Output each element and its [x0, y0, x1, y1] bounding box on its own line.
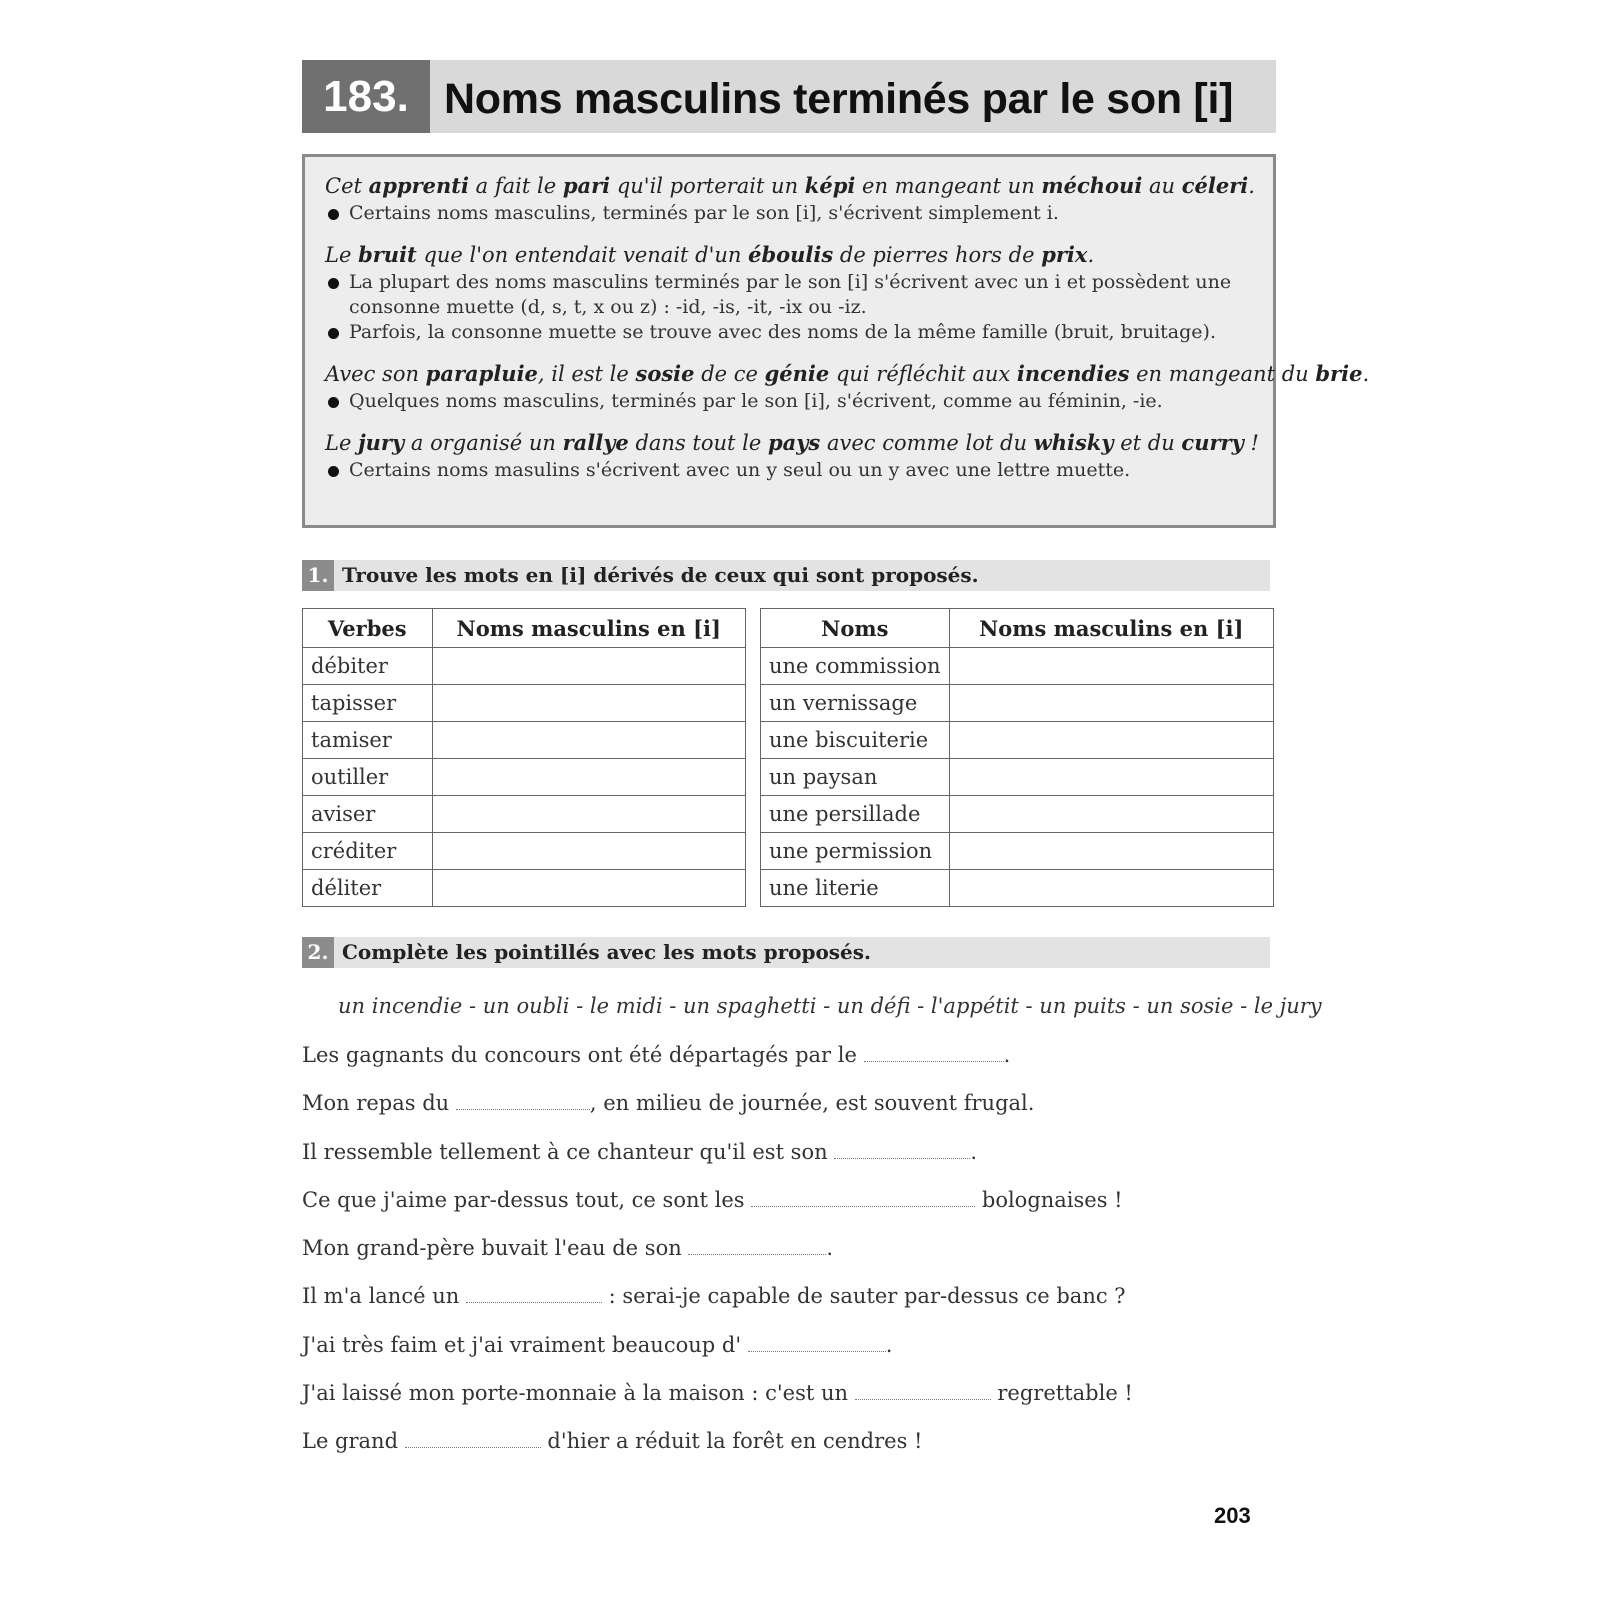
answer-cell[interactable]: [949, 796, 1273, 833]
page-number: 203: [1214, 1503, 1251, 1528]
answer-cell[interactable]: [949, 759, 1273, 796]
table-row: [761, 833, 1274, 870]
table-row: [761, 648, 1274, 685]
sentence-end: d'hier a réduit la forêt en cendres !: [540, 1429, 923, 1453]
example-text: a fait le: [468, 174, 563, 198]
sentence-end: .: [1003, 1043, 1011, 1067]
sentence-start: Mon grand-père buvait l'eau de son: [302, 1236, 689, 1260]
table-row: [303, 833, 746, 870]
rule-example: [325, 359, 1370, 389]
answer-cell[interactable]: [949, 833, 1273, 870]
sentence-end: : serai-je capable de sauter par-dessus ce banc ?: [601, 1284, 1126, 1308]
example-text: que l'on entendait venait d'un: [416, 243, 749, 267]
source-word-cell: un vernissage: [761, 685, 950, 722]
lesson-title-bar: [302, 60, 1276, 133]
example-keyword: génie: [764, 361, 830, 386]
table-header: Noms masculins en [i]: [949, 609, 1273, 648]
source-word-cell: déliter: [303, 870, 433, 907]
answer-cell[interactable]: [949, 722, 1273, 759]
sentence-start: Ce que j'aime par-dessus tout, ce sont les: [302, 1188, 752, 1212]
fill-in-sentence: [302, 1185, 1123, 1215]
lesson-title: Noms masculins terminés par le son [i]: [444, 75, 1234, 123]
example-text: dans tout le: [628, 431, 768, 455]
example-text: Le: [325, 431, 359, 455]
example-text: a organisé un: [404, 431, 563, 455]
source-word-cell: tapisser: [303, 685, 433, 722]
example-text: !: [1243, 431, 1259, 455]
answer-cell[interactable]: [432, 722, 745, 759]
sentence-end: .: [885, 1333, 893, 1357]
example-keyword: méchoui: [1041, 173, 1143, 198]
answer-cell[interactable]: [949, 870, 1273, 907]
example-text: .: [1087, 243, 1095, 267]
answer-cell[interactable]: [432, 833, 745, 870]
fill-in-sentence: [302, 1281, 1126, 1311]
table-row: [303, 722, 746, 759]
source-word-cell: débiter: [303, 648, 433, 685]
rule-bullet: Quelques noms masculins, terminés par le son [i], s'écrivent, comme au féminin, -ie.: [325, 389, 1250, 414]
answer-cell[interactable]: [949, 685, 1273, 722]
example-text: .: [1362, 362, 1370, 386]
example-keyword: rallye: [562, 430, 629, 455]
example-text: de ce: [694, 362, 765, 386]
verbs-table: [302, 608, 746, 907]
blank-field[interactable]: [864, 1045, 1004, 1062]
table-header: Noms masculins en [i]: [432, 609, 745, 648]
answer-cell[interactable]: [432, 759, 745, 796]
example-text: Le: [325, 243, 359, 267]
rule-example: [325, 240, 1250, 270]
sentence-start: Mon repas du: [302, 1091, 456, 1115]
table-header: Verbes: [303, 609, 433, 648]
example-keyword: parapluie: [425, 361, 538, 386]
sentence-end: .: [970, 1140, 977, 1164]
table-row: [303, 870, 746, 907]
blank-field[interactable]: [405, 1431, 541, 1448]
source-word-cell: une biscuiterie: [761, 722, 950, 759]
table-row: [761, 685, 1274, 722]
example-text: , il est le: [537, 362, 636, 386]
source-word-cell: un paysan: [761, 759, 950, 796]
exercise-1-instruction: Trouve les mots en [i] dérivés de ceux qui sont proposés.: [342, 563, 979, 587]
sentence-start: J'ai très faim et j'ai vraiment beaucoup d': [302, 1333, 748, 1357]
blank-field[interactable]: [855, 1383, 991, 1400]
example-keyword: bruit: [358, 242, 417, 267]
fill-in-sentence: [302, 1137, 977, 1167]
blank-field[interactable]: [688, 1238, 826, 1255]
answer-cell[interactable]: [432, 870, 745, 907]
rule-bullet: La plupart des noms masculins terminés par le son [i] s'écrivent avec un i et possèdent une consonne muette (d, s, t, x ou z) : -id, -is, -it, -ix ou -iz.: [325, 270, 1250, 320]
table-row: [761, 796, 1274, 833]
example-text: et du: [1113, 431, 1182, 455]
lesson-number: 183.: [302, 60, 430, 133]
example-text: avec comme lot du: [820, 431, 1034, 455]
example-text: Avec son: [325, 362, 426, 386]
fill-in-sentence: [302, 1378, 1133, 1408]
source-word-cell: créditer: [303, 833, 433, 870]
word-list: un incendie - un oubli - le midi - un spaghetti - un défi - l'appétit - un puits - un sosie - le jury: [338, 994, 1322, 1018]
example-keyword: jury: [358, 430, 405, 455]
sentence-start: Les gagnants du concours ont été départagés par le: [302, 1043, 864, 1067]
table-row: [303, 759, 746, 796]
answer-cell[interactable]: [949, 648, 1273, 685]
answer-cell[interactable]: [432, 685, 745, 722]
example-keyword: éboulis: [748, 242, 834, 267]
table-row: [761, 722, 1274, 759]
table-row: [303, 685, 746, 722]
fill-in-sentence: [302, 1088, 1034, 1118]
sentence-start: Il ressemble tellement à ce chanteur qu'il est son: [302, 1140, 835, 1164]
rule-bullet: Parfois, la consonne muette se trouve avec des noms de la même famille (bruit, bruitage).: [325, 320, 1250, 345]
exercise-2-header: [302, 937, 1270, 968]
sentence-end: .: [826, 1236, 834, 1260]
fill-in-sentence: [302, 1330, 892, 1360]
source-word-cell: outiller: [303, 759, 433, 796]
blank-field[interactable]: [751, 1190, 975, 1207]
example-keyword: céleri: [1181, 173, 1249, 198]
sentence-start: J'ai laissé mon porte-monnaie à la maison : c'est un: [302, 1381, 855, 1405]
example-text: Cet: [325, 174, 369, 198]
exercise-1-header: [302, 560, 1270, 591]
source-word-cell: une permission: [761, 833, 950, 870]
exercise-2-instruction: Complète les pointillés avec les mots proposés.: [342, 940, 871, 964]
example-text: en mangeant du: [1129, 362, 1316, 386]
source-word-cell: une commission: [761, 648, 950, 685]
fill-in-sentence: [302, 1040, 1010, 1070]
rules-content: [325, 171, 1370, 483]
rules-box: [302, 154, 1370, 528]
example-text: de pierres hors de: [833, 243, 1042, 267]
sentence-start: Il m'a lancé un: [302, 1284, 466, 1308]
table-row: [761, 759, 1274, 796]
source-word-cell: tamiser: [303, 722, 433, 759]
example-keyword: sosie: [635, 361, 695, 386]
source-word-cell: aviser: [303, 796, 433, 833]
example-keyword: képi: [804, 173, 856, 198]
table-row: [303, 648, 746, 685]
sentence-end: , en milieu de journée, est souvent frugal.: [589, 1091, 1035, 1115]
example-text: au: [1142, 174, 1182, 198]
rule-bullet: Certains noms masculins, terminés par le son [i], s'écrivent simplement i.: [325, 201, 1250, 226]
table-header: Noms: [761, 609, 950, 648]
exercise-1-number: 1.: [302, 560, 334, 591]
answer-cell[interactable]: [432, 648, 745, 685]
example-keyword: whisky: [1033, 430, 1114, 455]
blank-field[interactable]: [748, 1335, 886, 1352]
source-word-cell: une literie: [761, 870, 950, 907]
blank-field[interactable]: [456, 1093, 590, 1110]
sentence-start: Le grand: [302, 1429, 405, 1453]
rule-bullet: Certains noms masulins s'écrivent avec un y seul ou un y avec une lettre muette.: [325, 458, 1250, 483]
example-text: qui réfléchit aux: [829, 362, 1017, 386]
example-keyword: brie: [1315, 361, 1363, 386]
example-keyword: incendies: [1016, 361, 1130, 386]
answer-cell[interactable]: [432, 796, 745, 833]
sentence-end: bolognaises !: [975, 1188, 1123, 1212]
example-keyword: pays: [767, 430, 821, 455]
rule-example: [325, 171, 1255, 201]
source-word-cell: une persillade: [761, 796, 950, 833]
example-text: .: [1248, 174, 1255, 198]
blank-field[interactable]: [466, 1286, 602, 1303]
rule-example: [325, 428, 1259, 458]
example-text: qu'il porterait un: [610, 174, 805, 198]
exercise-2-number: 2.: [302, 937, 334, 968]
blank-field[interactable]: [834, 1142, 970, 1159]
example-text: en mangeant un: [855, 174, 1042, 198]
example-keyword: pari: [562, 173, 611, 198]
example-keyword: prix: [1041, 242, 1088, 267]
nouns-table: [760, 608, 1274, 907]
example-keyword: curry: [1181, 430, 1244, 455]
table-row: [303, 796, 746, 833]
fill-in-sentence: [302, 1233, 833, 1263]
sentence-end: regrettable !: [990, 1381, 1133, 1405]
example-keyword: apprenti: [368, 173, 469, 198]
fill-in-sentence: [302, 1426, 923, 1456]
table-row: [761, 870, 1274, 907]
